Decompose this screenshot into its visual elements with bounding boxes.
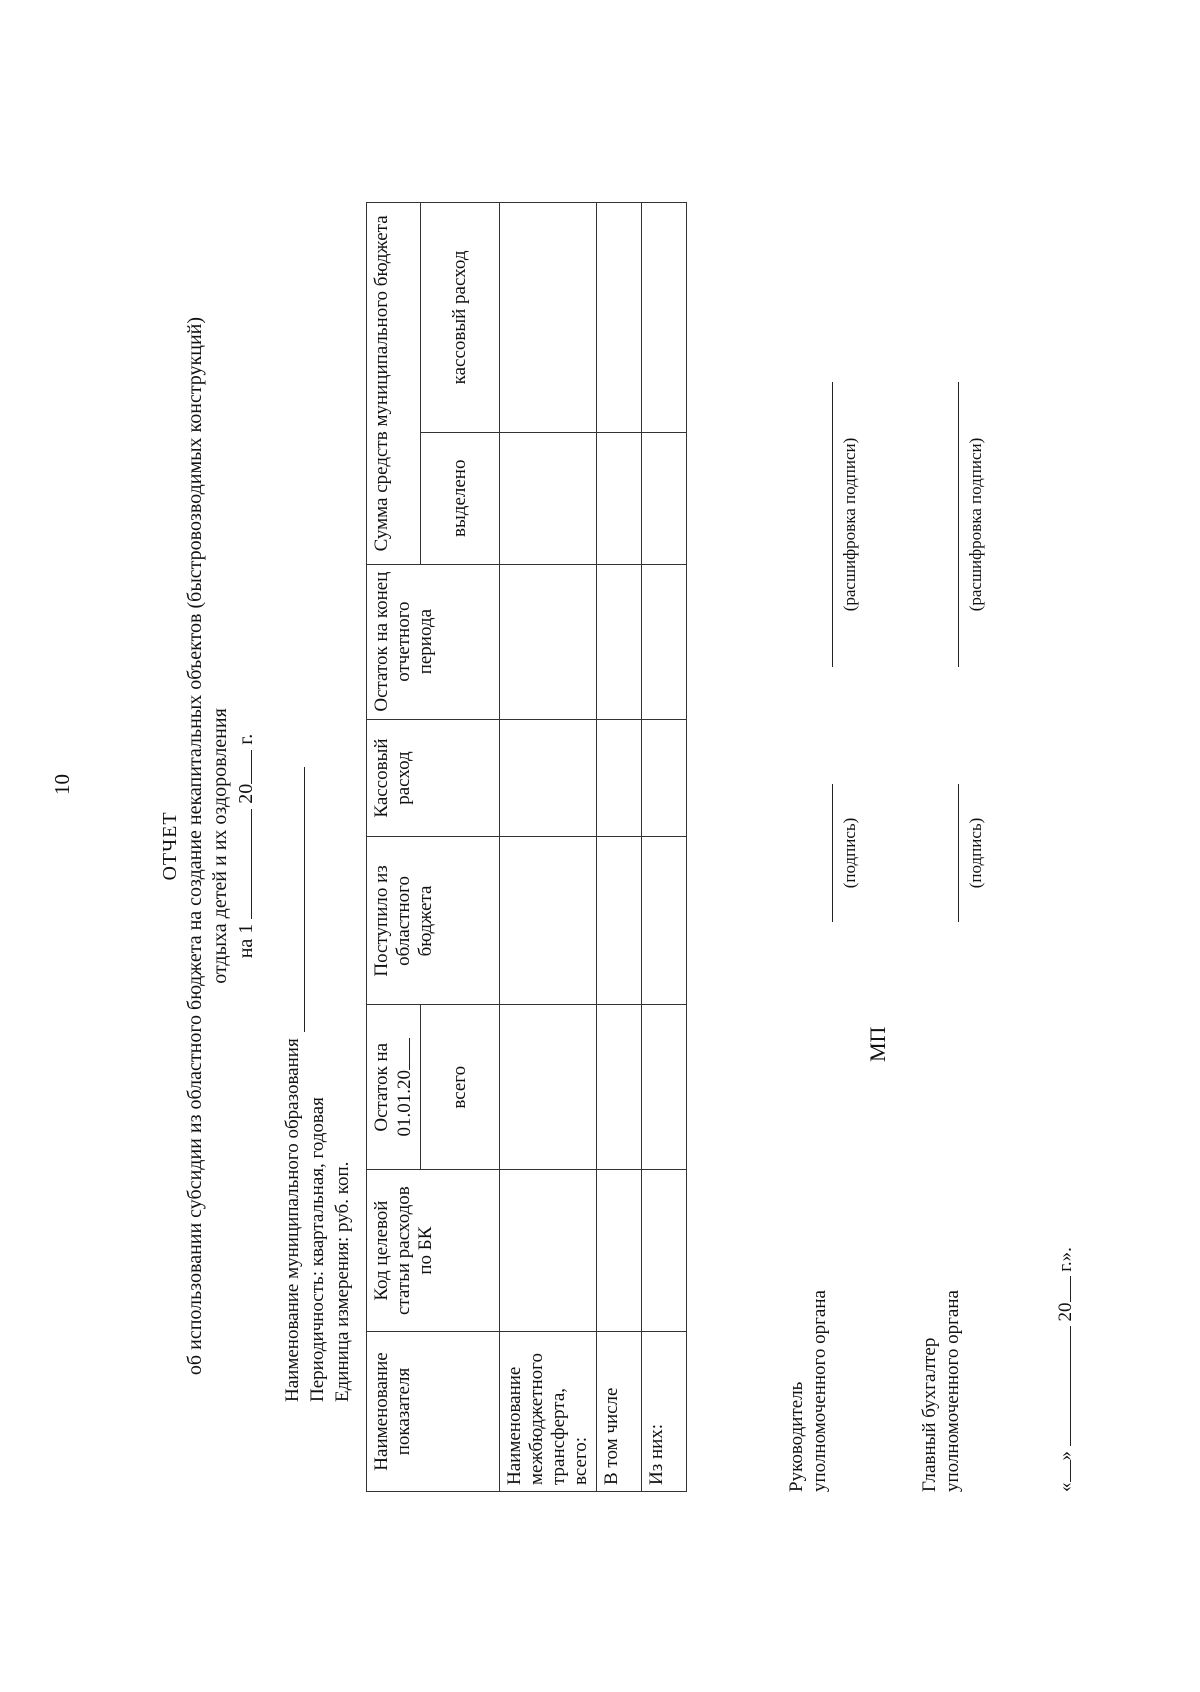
table-cell[interactable] bbox=[500, 564, 597, 719]
report-title-block bbox=[158, 0, 259, 1692]
table-cell[interactable] bbox=[597, 1170, 642, 1332]
table-cell[interactable] bbox=[500, 1005, 597, 1170]
table-cell[interactable] bbox=[500, 1170, 597, 1332]
date-blank[interactable] bbox=[233, 809, 252, 919]
header-balance-start-total: всего bbox=[421, 1005, 500, 1170]
table-cell[interactable] bbox=[642, 564, 687, 719]
table-cell[interactable] bbox=[500, 837, 597, 1005]
year-blank[interactable] bbox=[1052, 1277, 1071, 1303]
accountant-signature-line[interactable] bbox=[958, 784, 959, 922]
accountant-title: Главный бухгалтер bbox=[919, 1337, 940, 1492]
header-municipal-cash-expense: кассовый расход bbox=[421, 203, 500, 433]
balance-year-blank bbox=[393, 1038, 410, 1070]
table-row bbox=[500, 203, 597, 1492]
table-cell[interactable] bbox=[500, 719, 597, 837]
table-cell[interactable] bbox=[597, 564, 642, 719]
accountant-decoding-line[interactable] bbox=[958, 382, 959, 667]
header-cash-expense: Кассовый расход bbox=[367, 719, 500, 837]
header-received: Поступило из областного бюджета bbox=[367, 837, 500, 1005]
day-blank[interactable] bbox=[1052, 1461, 1071, 1483]
accountant-organ: уполномоченного органа bbox=[942, 1290, 963, 1492]
head-organ: уполномоченного органа bbox=[809, 1290, 830, 1492]
table-cell[interactable] bbox=[500, 203, 597, 433]
head-title: Руководитель bbox=[786, 1381, 807, 1492]
table-cell[interactable] bbox=[500, 432, 597, 564]
table-header-row bbox=[367, 203, 421, 1492]
head-decoding-caption: (расшифровка подписи) bbox=[840, 437, 859, 612]
header-balance-end: Остаток на конец отчетного периода bbox=[367, 564, 500, 719]
header-indicator: Наименование показателя bbox=[367, 1332, 500, 1492]
stamp-mark: МП bbox=[865, 1026, 890, 1062]
municipality-field[interactable] bbox=[284, 767, 305, 1032]
page-number: 10 bbox=[50, 774, 74, 795]
row-label: Наименование межбюджетного трансферта, всего: bbox=[500, 1332, 597, 1492]
municipality-row bbox=[280, 767, 305, 1402]
head-decoding-line[interactable] bbox=[832, 382, 833, 667]
head-signature-caption: (подпись) bbox=[840, 817, 859, 889]
table-cell[interactable] bbox=[597, 432, 642, 564]
header-municipal-allocated: выделено bbox=[421, 432, 500, 564]
date-year-suffix: г.». bbox=[1055, 1247, 1076, 1272]
month-blank[interactable] bbox=[1052, 1326, 1071, 1446]
date-year-prefix: 20 bbox=[1055, 1302, 1076, 1322]
header-municipal-sum: Сумма средств муниципального бюджета bbox=[367, 203, 421, 565]
report-subtitle-continued: отдыха детей и их оздоровления bbox=[209, 708, 231, 984]
table-cell[interactable] bbox=[642, 203, 687, 433]
municipality-label: Наименование муниципального образования bbox=[282, 1038, 303, 1402]
periodicity: Периодичность: квартальная, годовая bbox=[307, 1097, 328, 1402]
report-title: ОТЧЕТ bbox=[159, 811, 181, 881]
header-balance-start-text: Остаток на 01.01.20 bbox=[371, 1042, 415, 1137]
report-table bbox=[366, 202, 687, 1492]
date-year-prefix: 20 bbox=[235, 783, 257, 804]
report-date-line bbox=[233, 734, 259, 959]
date-suffix: г. bbox=[235, 733, 257, 745]
accountant-signature-caption: (подпись) bbox=[966, 817, 985, 889]
report-subtitle: об использовании субсидии из областного бюджета на создание некапитальных объектов (быстровозводимых конструкций) bbox=[184, 316, 206, 1376]
table-row bbox=[597, 203, 642, 1492]
row-label: В том числе bbox=[597, 1332, 642, 1492]
head-signer-label bbox=[785, 1290, 831, 1492]
table-cell[interactable] bbox=[597, 719, 642, 837]
row-label: Из них: bbox=[642, 1332, 687, 1492]
accountant-signer-label bbox=[918, 1290, 964, 1492]
accountant-decoding-caption: (расшифровка подписи) bbox=[966, 437, 985, 612]
unit: Единица измерения: руб. коп. bbox=[332, 1161, 353, 1402]
date-open-quote: « bbox=[1055, 1482, 1076, 1492]
table-cell[interactable] bbox=[642, 1005, 687, 1170]
table-cell[interactable] bbox=[642, 719, 687, 837]
head-signature-line[interactable] bbox=[832, 784, 833, 922]
table-cell[interactable] bbox=[642, 432, 687, 564]
table-cell[interactable] bbox=[597, 203, 642, 433]
table-cell[interactable] bbox=[642, 1170, 687, 1332]
header-balance-start bbox=[367, 1005, 421, 1170]
table-cell[interactable] bbox=[597, 837, 642, 1005]
header-code: Код целевой статьи расходов по БК bbox=[367, 1170, 500, 1332]
date-prefix: на 1 bbox=[235, 923, 257, 959]
date-close-quote: » bbox=[1055, 1451, 1076, 1461]
table-cell[interactable] bbox=[597, 1005, 642, 1170]
year-blank[interactable] bbox=[233, 750, 252, 784]
table-cell[interactable] bbox=[642, 837, 687, 1005]
report-meta bbox=[280, 767, 355, 1402]
signing-date bbox=[1052, 1247, 1077, 1492]
table-row bbox=[642, 203, 687, 1492]
